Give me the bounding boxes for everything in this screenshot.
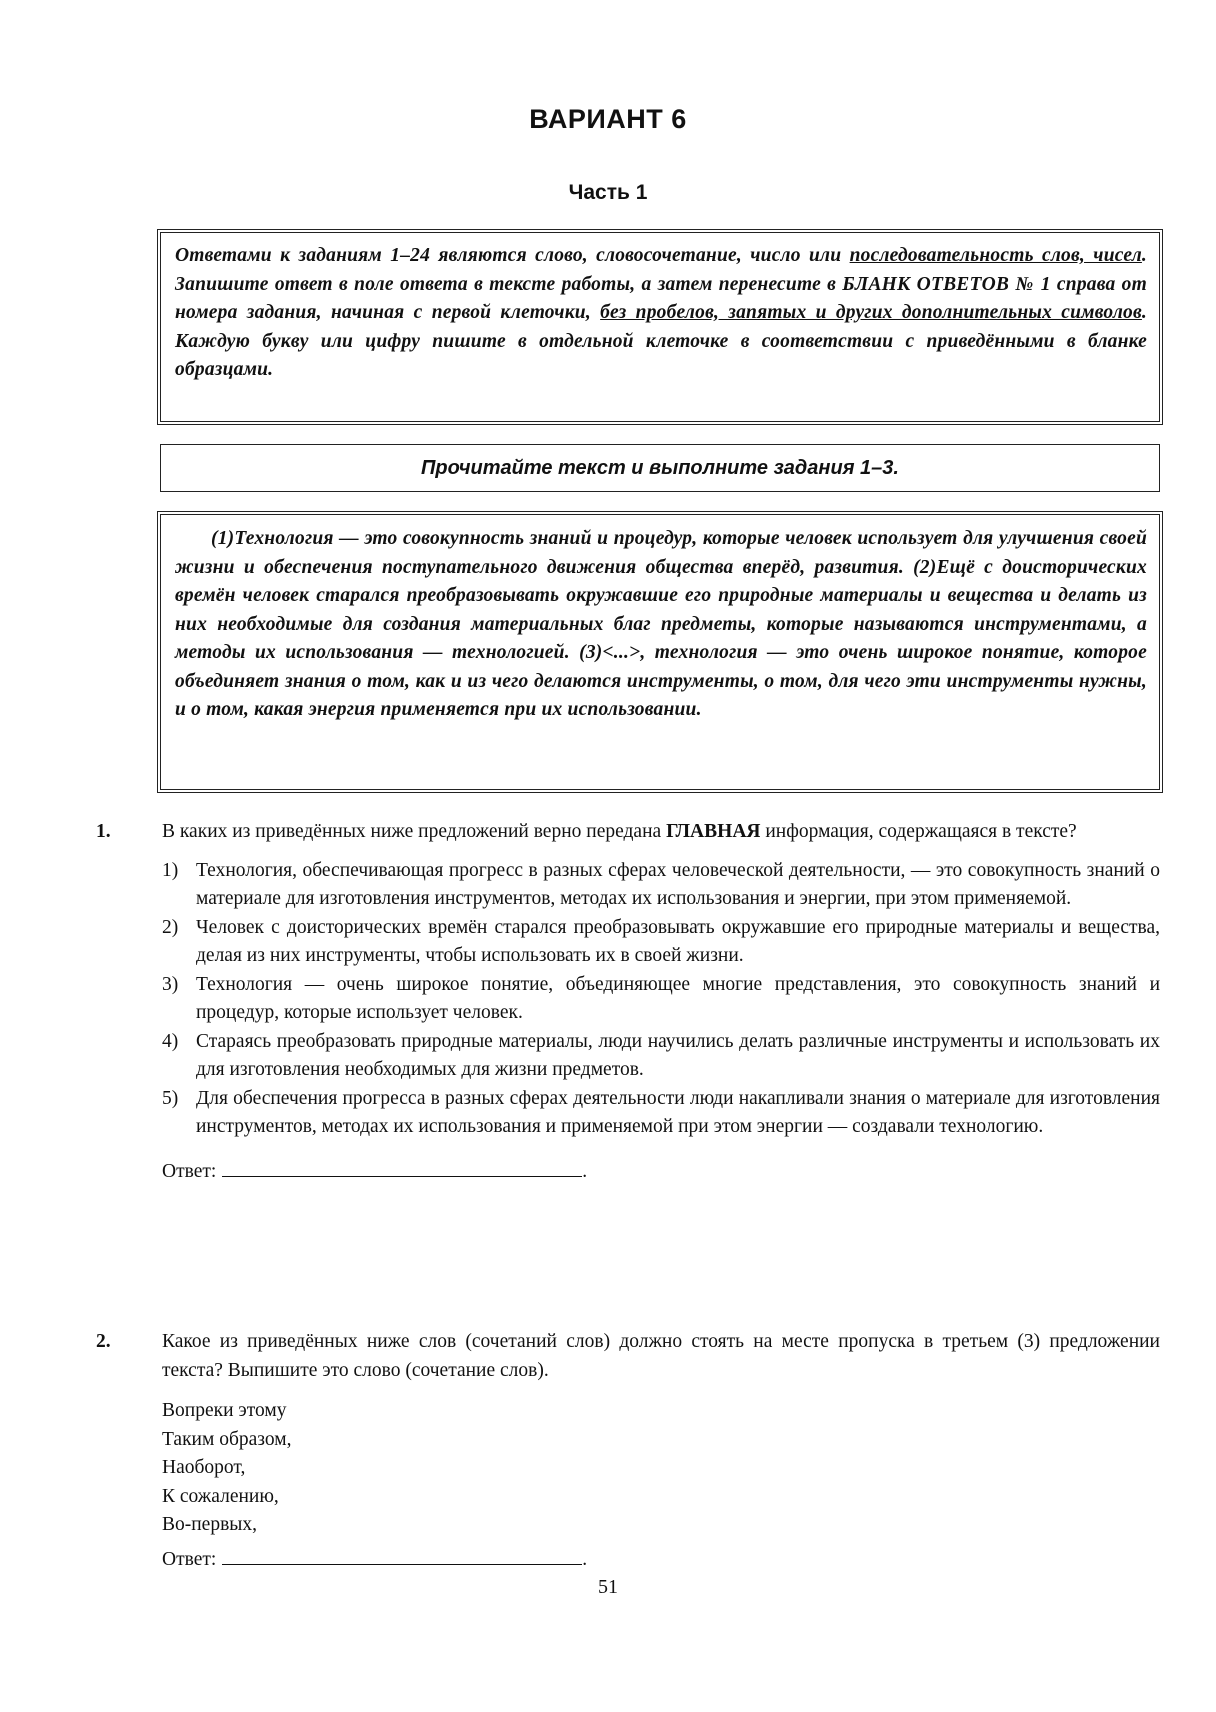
option-text: Стараясь преобразовать природные материалы, люди научились делать различные инструменты и использовать их для изготовления необходимых для жизни предметов. (196, 1030, 1160, 1080)
option-text: Для обеспечения прогресса в разных сферах деятельности люди накапливали знания о материале для изготовления инструментов, методах их использования и применяемой при этом энергии — создавали технологию. (196, 1087, 1160, 1137)
question-body (162, 818, 1160, 1186)
option-3 (162, 971, 1160, 1028)
answer-line (162, 1156, 1160, 1187)
read-task-box (160, 444, 1160, 492)
instructions-part-3: . Каждую букву или цифру пишите в отдельной клеточке в соответствии с приведёнными в бланке образцами. (175, 302, 1147, 380)
page-number: 51 (598, 1576, 618, 1598)
instructions-part-1: Ответами к заданиям 1–24 являются слово, словосочетание, число или (175, 245, 850, 266)
option-4 (162, 1028, 1160, 1085)
answer-blank[interactable] (222, 1156, 582, 1177)
option-number: 5) (162, 1087, 179, 1109)
answer-line (162, 1544, 1160, 1575)
option-number: 1) (162, 859, 179, 881)
option-number: 2) (162, 916, 179, 938)
question-body (162, 1328, 1160, 1574)
part-title: Часть 1 (568, 181, 648, 204)
answer-end: . (582, 1548, 588, 1570)
answer-label: Ответ: (162, 1548, 217, 1570)
word-option: Во-первых, (162, 1514, 258, 1535)
option-1 (162, 857, 1160, 914)
answer-end: . (582, 1160, 588, 1182)
answer-blank[interactable] (222, 1544, 582, 1565)
question-2 (96, 1328, 1160, 1574)
passage-text: (1)Технология — это совокупность знаний и процедур, которые человек использует для улучшения своей жизни и обеспечения поступательного движения общества вперёд, развития. (2)Ещё с доисторических времён человек старался преобразовывать окружавшие его природные материалы и вещества и делать из них необходимые для создания материальных благ предметы, которые называются инструментами, а методы их использования — технологией. (3)<...>, технология — это очень широкое понятие, которое объединяет знания о том, как и из чего делаются инструменты, о том, для чего эти инструменты нужны, и о том, какая энергия применяется при их использовании. (175, 528, 1147, 720)
question-text-start: В каких из приведённых ниже предложений верно передана (162, 821, 667, 842)
word-option: К сожалению, (162, 1485, 279, 1507)
answer-label: Ответ: (162, 1160, 217, 1182)
passage-box (160, 514, 1160, 790)
option-number: 3) (162, 973, 179, 995)
option-text: Технология, обеспечивающая прогресс в разных сферах человеческой деятельности, — это совокупность знаний о материале для изготовления инструментов, методах их использования и энергии, при этом применяемой. (196, 859, 1160, 909)
question-1 (96, 818, 1160, 1186)
word-list (162, 1397, 1160, 1540)
question-text-emphasis: ГЛАВНАЯ (666, 821, 761, 842)
option-text: Технология — очень широкое понятие, объединяющее многие представления, это совокупность знаний и процедур, которые использует человек. (196, 973, 1160, 1023)
option-text: Человек с доисторических времён старался преобразовывать окружавшие его природные материалы и вещества, делая из них инструменты, чтобы использовать их в своей жизни. (196, 916, 1160, 966)
question-text-end: информация, содержащаяся в тексте? (760, 821, 1077, 842)
instructions-text (175, 242, 1147, 385)
option-number: 4) (162, 1030, 179, 1052)
option-2 (162, 914, 1160, 971)
variant-title: ВАРИАНТ 6 (529, 104, 687, 134)
word-option: Вопреки этому (162, 1400, 287, 1421)
question-text: Какое из приведённых ниже слов (сочетаний слов) должно стоять на месте пропуска в третьем (3) предложении текста? Выпишите это слово (сочетание слов). (162, 1331, 1160, 1381)
instructions-underlined-2: без пробелов, запятых и других дополнительных символов (600, 302, 1142, 323)
instructions-part-2: . Запишите ответ в поле ответа в тексте работы, а затем перенесите в БЛАНК ОТВЕТОВ № 1 справа от номера задания, начиная с первой клеточки, (175, 245, 1147, 323)
instructions-underlined-1: последовательность слов, чисел (849, 245, 1142, 266)
option-5 (162, 1085, 1160, 1142)
question-number: 1. (96, 821, 111, 842)
question-number: 2. (96, 1331, 111, 1352)
word-option: Наоборот, (162, 1457, 246, 1478)
word-option: Таким образом, (162, 1428, 292, 1450)
instructions-box (160, 232, 1160, 422)
options-list (162, 857, 1160, 1142)
question-text (162, 818, 1160, 847)
read-task-text: Прочитайте текст и выполните задания 1–3. (421, 456, 899, 479)
